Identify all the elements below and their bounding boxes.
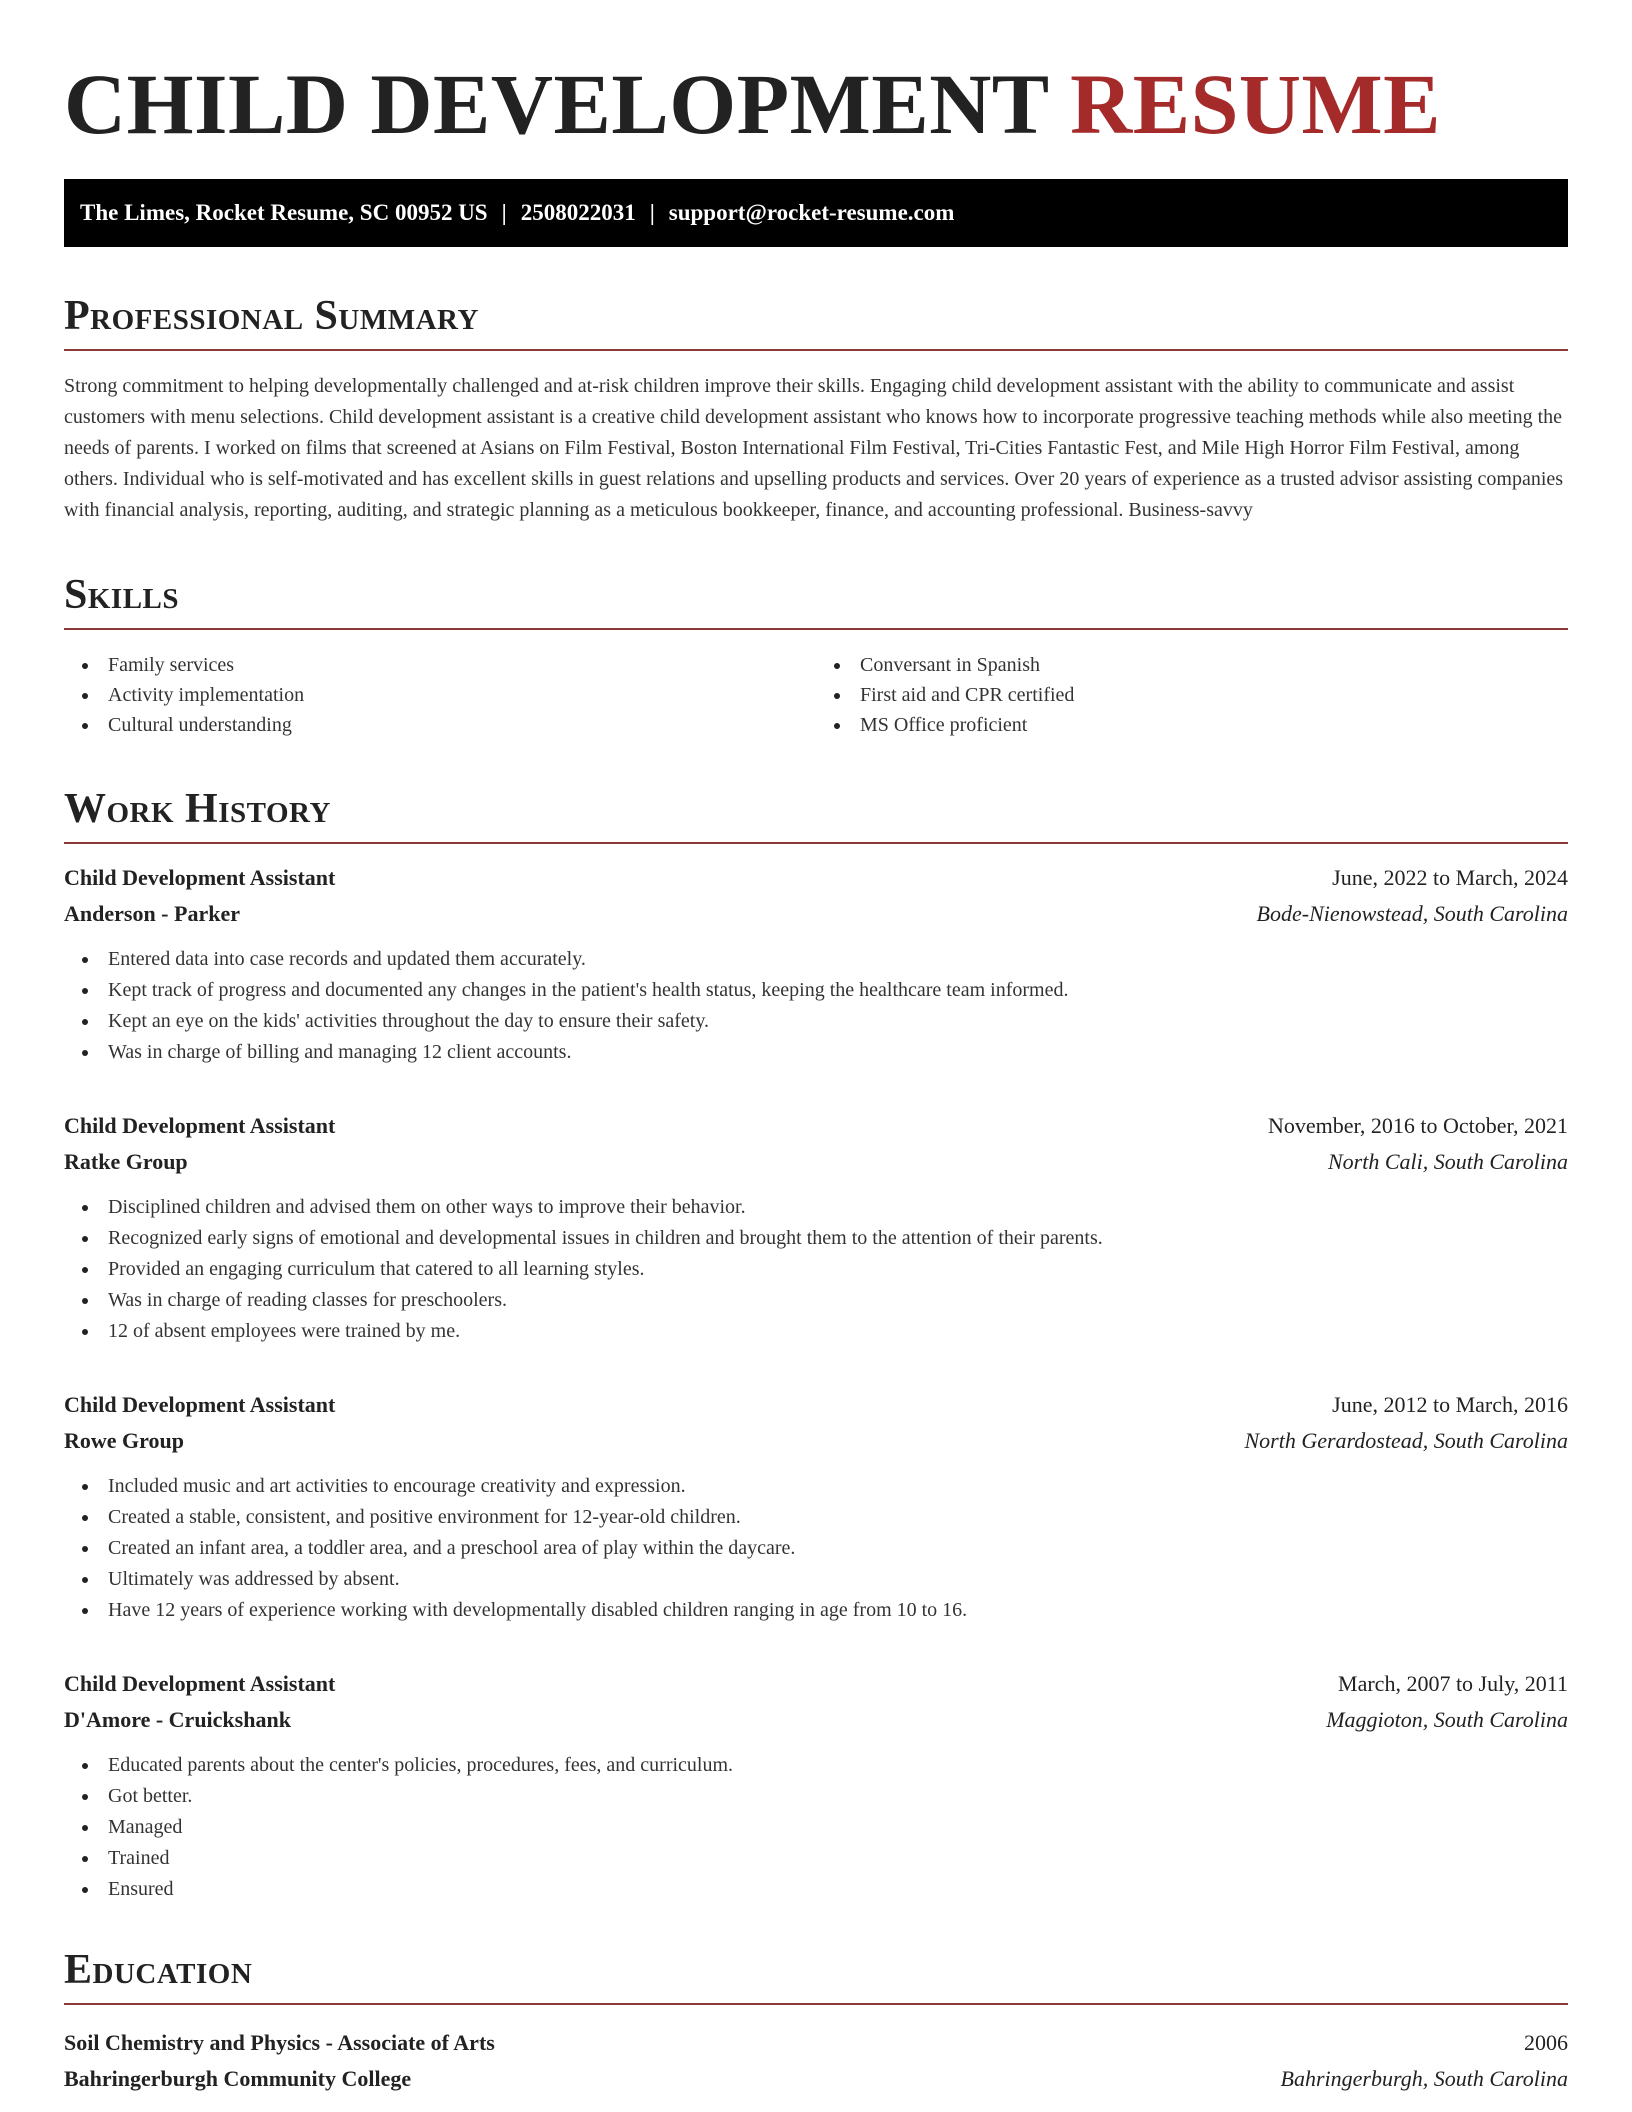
job-bullet: Ensured <box>64 1874 1568 1905</box>
job-dates: June, 2012 to March, 2016 <box>1332 1392 1568 1417</box>
resume-title <box>64 56 1568 152</box>
job-title: Child Development Assistant <box>64 1113 336 1138</box>
job-bullets <box>64 1750 1568 1905</box>
job-title: Child Development Assistant <box>64 1671 336 1696</box>
job-bullets <box>64 1192 1568 1347</box>
job-header-row <box>64 860 1568 896</box>
job-bullet: Managed <box>64 1812 1568 1843</box>
section-divider <box>64 349 1568 351</box>
summary-section <box>64 291 1568 526</box>
skills-right-column <box>816 650 1568 740</box>
skills-section <box>64 570 1568 740</box>
job-location: North Cali, South Carolina <box>1327 1149 1568 1174</box>
job-company: Anderson - Parker <box>64 901 240 926</box>
contact-bar <box>64 179 1568 247</box>
skill-item: Cultural understanding <box>64 710 816 740</box>
job-header-row <box>64 1387 1568 1423</box>
education-section <box>64 1945 1568 2097</box>
job-entry <box>64 1666 1568 1905</box>
job-company: D'Amore - Cruickshank <box>64 1707 291 1732</box>
job-location: North Gerardostead, South Carolina <box>1244 1428 1568 1453</box>
contact-phone: 2508022031 <box>520 200 636 225</box>
job-dates: November, 2016 to October, 2021 <box>1267 1113 1568 1138</box>
job-header-row <box>64 1666 1568 1702</box>
contact-separator: | <box>649 200 655 225</box>
job-entry <box>64 860 1568 1068</box>
skills-columns <box>64 650 1568 740</box>
job-bullet: Included music and art activities to encourage creativity and expression. <box>64 1471 1568 1502</box>
job-company: Ratke Group <box>64 1149 188 1174</box>
job-bullet: Recognized early signs of emotional and developmental issues in children and brought them to the attention of their parents. <box>64 1223 1568 1254</box>
job-location: Maggioton, South Carolina <box>1326 1707 1568 1732</box>
job-header-row <box>64 1108 1568 1144</box>
job-title: Child Development Assistant <box>64 1392 336 1417</box>
skills-heading: Skills <box>64 572 180 618</box>
contact-email: support@rocket-resume.com <box>668 200 955 225</box>
job-company: Rowe Group <box>64 1428 184 1453</box>
education-school: Bahringerburgh Community College <box>64 2066 412 2091</box>
summary-text: Strong commitment to helping developmentally challenged and at-risk children improve their skills. Engaging child development assistant with the ability to communicate and assist customers with menu selections. Child development assistant is a creative child development assistant who knows how to incorporate progressive teaching methods while also meeting the needs of parents. I worked on films that screened at Asians on Film Festival, Boston International Film Festival, Tri-Cities Fantastic Fest, and Mile High Horror Film Festival, among others. Individual who is self-motivated and has excellent skills in guest relations and upselling products and services. Over 20 years of experience as a trusted advisor assisting companies with financial analysis, reporting, auditing, and strategic planning as a meticulous bookkeeper, finance, and accounting professional. Business-savvy <box>64 375 1564 521</box>
job-bullet: Entered data into case records and updated them accurately. <box>64 944 1568 975</box>
work-history-heading: Work History <box>64 786 331 832</box>
title-main: CHILD DEVELOPMENT <box>64 56 1049 152</box>
job-dates: March, 2007 to July, 2011 <box>1338 1671 1568 1696</box>
job-bullet: Ultimately was addressed by absent. <box>64 1564 1568 1595</box>
job-location: Bode-Nienowstead, South Carolina <box>1256 901 1568 926</box>
job-employer-row <box>64 1144 1568 1180</box>
job-bullet: Educated parents about the center's policies, procedures, fees, and curriculum. <box>64 1750 1568 1781</box>
job-bullet: Have 12 years of experience working with developmentally disabled children ranging in age from 10 to 16. <box>64 1595 1568 1626</box>
skill-item: Family services <box>64 650 816 680</box>
job-dates: June, 2022 to March, 2024 <box>1332 865 1568 890</box>
job-bullet: Got better. <box>64 1781 1568 1812</box>
job-employer-row <box>64 896 1568 932</box>
skill-item: Conversant in Spanish <box>816 650 1568 680</box>
section-divider <box>64 2003 1568 2005</box>
skills-left-column <box>64 650 816 740</box>
skill-item: First aid and CPR certified <box>816 680 1568 710</box>
job-bullet: Kept an eye on the kids' activities throughout the day to ensure their safety. <box>64 1006 1568 1037</box>
job-entry <box>64 1108 1568 1347</box>
education-year: 2006 <box>1524 2030 1568 2055</box>
education-heading: Education <box>64 1947 253 1993</box>
job-bullet: 12 of absent employees were trained by me. <box>64 1316 1568 1347</box>
job-bullets <box>64 944 1568 1068</box>
skill-item: MS Office proficient <box>816 710 1568 740</box>
job-bullet: Trained <box>64 1843 1568 1874</box>
section-divider <box>64 842 1568 844</box>
job-employer-row <box>64 1702 1568 1738</box>
job-bullet: Provided an engaging curriculum that catered to all learning styles. <box>64 1254 1568 1285</box>
title-accent: RESUME <box>1070 56 1442 152</box>
education-location: Bahringerburgh, South Carolina <box>1280 2066 1568 2091</box>
education-school-row <box>64 2061 1568 2097</box>
job-bullet: Was in charge of billing and managing 12 client accounts. <box>64 1037 1568 1068</box>
work-history-section <box>64 784 1568 1905</box>
job-bullet: Disciplined children and advised them on other ways to improve their behavior. <box>64 1192 1568 1223</box>
job-bullets <box>64 1471 1568 1626</box>
job-bullet: Was in charge of reading classes for preschoolers. <box>64 1285 1568 1316</box>
contact-address: The Limes, Rocket Resume, SC 00952 US <box>80 200 488 225</box>
job-title: Child Development Assistant <box>64 865 336 890</box>
summary-heading: Professional Summary <box>64 293 479 339</box>
job-bullet: Created an infant area, a toddler area, and a preschool area of play within the daycare. <box>64 1533 1568 1564</box>
education-degree: Soil Chemistry and Physics - Associate of Arts <box>64 2030 495 2055</box>
job-bullet: Kept track of progress and documented any changes in the patient's health status, keeping the healthcare team informed. <box>64 975 1568 1006</box>
contact-separator: | <box>501 200 507 225</box>
education-degree-row <box>64 2025 1568 2061</box>
job-employer-row <box>64 1423 1568 1459</box>
section-divider <box>64 628 1568 630</box>
job-entry <box>64 1387 1568 1626</box>
job-bullet: Created a stable, consistent, and positive environment for 12-year-old children. <box>64 1502 1568 1533</box>
skill-item: Activity implementation <box>64 680 816 710</box>
